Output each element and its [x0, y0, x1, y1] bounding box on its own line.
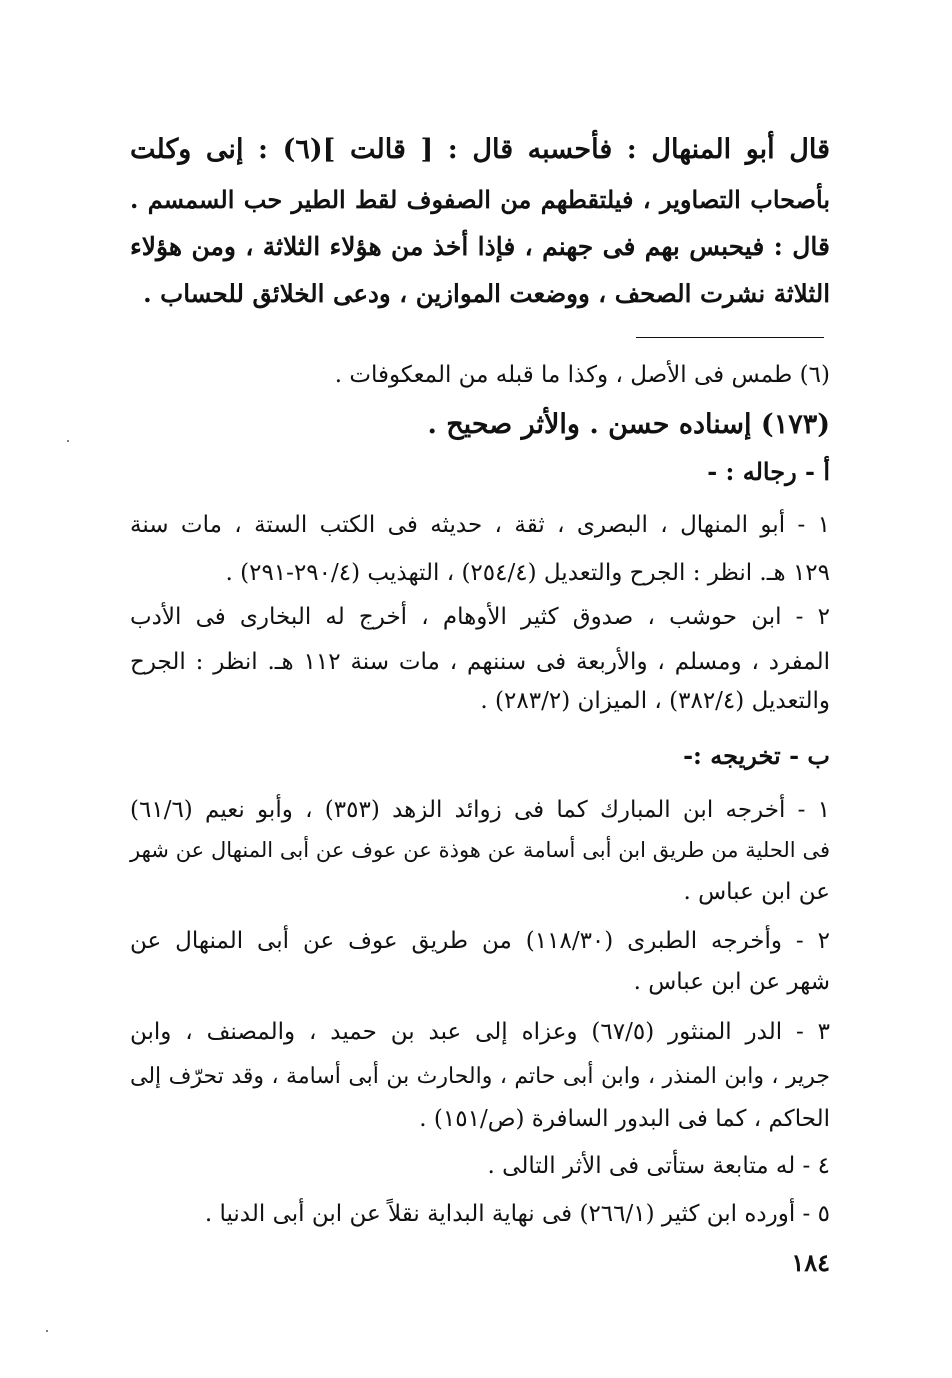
main-text-line-1: قال أبو المنهال : فأحسبه قال : [ قالت ](٦) : إنى وكلت	[130, 134, 830, 165]
takhrij-item-4: ٤ - له متابعة ستأتى فى الأثر التالى .	[487, 1153, 830, 1179]
page-number: ١٨٤	[791, 1248, 830, 1277]
rijal-item-2-line-2: المفرد ، ومسلم ، والأربعة فى سننهم ، مات سنة ١١٢ هـ. انظر : الجرح	[130, 649, 830, 675]
takhrij-item-3-line-2: جرير ، وابن المنذر ، وابن أبى حاتم ، والحارث بن أبى أسامة ، وقد تحرّف إلى	[130, 1064, 830, 1089]
takhrij-item-1-line-2: فى الحلية من طريق ابن أبى أسامة عن هوذة عن عوف عن أبى المنهال عن شهر	[130, 838, 830, 862]
takhrij-item-1-line-1: ١ - أخرجه ابن المبارك كما فى زوائد الزهد (٣٥٣) ، وأبو نعيم (٦١/٦)	[130, 797, 831, 823]
scan-speck	[67, 440, 69, 442]
rijal-item-1-line-2: ١٢٩ هـ. انظر : الجرح والتعديل (٢٥٤/٤) ، التهذيب (٢٩٠/٤-٢٩١) .	[225, 560, 830, 586]
takhrij-item-3-line-3: الحاكم ، كما فى البدور السافرة (ص/١٥١) .	[419, 1106, 830, 1132]
footnote-separator	[636, 337, 824, 338]
main-text-line-2: بأصحاب التصاوير ، فيلتقطهم من الصفوف لقط الطير حب السمسم .	[130, 185, 830, 214]
main-text-line-3: قال : فيحبس بهم فى جهنم ، فإذا أخذ من هؤلاء الثلاثة ، ومن هؤلاء	[130, 232, 830, 261]
takhrij-item-3-line-1: ٣ - الدر المنثور (٦٧/٥) وعزاه إلى عبد بن حميد ، والمصنف ، وابن	[130, 1019, 830, 1045]
main-text-line-4: الثلاثة نشرت الصحف ، ووضعت الموازين ، ودعى الخلائق للحساب .	[143, 279, 830, 308]
rijal-item-2-line-1: ٢ - ابن حوشب ، صدوق كثير الأوهام ، أخرج له البخارى فى الأدب	[130, 604, 830, 630]
scan-speck	[46, 1330, 48, 1332]
takhrij-item-2-line-1: ٢ - وأخرجه الطبرى (١١٨/٣٠) من طريق عوف عن أبى المنهال عن	[130, 928, 830, 954]
footnote-text: (٦) طمس فى الأصل ، وكذا ما قبله من المعكوفات .	[334, 362, 830, 388]
section-b-heading: ب - تخريجه :-	[683, 741, 830, 770]
isnad-heading: (١٧٣) إسناده حسن . والأثر صحيح .	[427, 409, 830, 440]
section-a-heading: أ - رجاله : -	[707, 457, 830, 486]
takhrij-item-2-line-2: شهر عن ابن عباس .	[633, 969, 830, 995]
rijal-item-1-line-1: ١ - أبو المنهال ، البصرى ، ثقة ، حديثه فى الكتب الستة ، مات سنة	[130, 512, 830, 538]
takhrij-item-1-line-3: عن ابن عباس .	[683, 879, 830, 905]
takhrij-item-5: ٥ - أورده ابن كثير (٢٦٦/١) فى نهاية البداية نقلاً عن ابن أبى الدنيا .	[204, 1201, 830, 1227]
rijal-item-2-line-3: والتعديل (٣٨٢/٤) ، الميزان (٢٨٣/٢) .	[480, 688, 830, 714]
